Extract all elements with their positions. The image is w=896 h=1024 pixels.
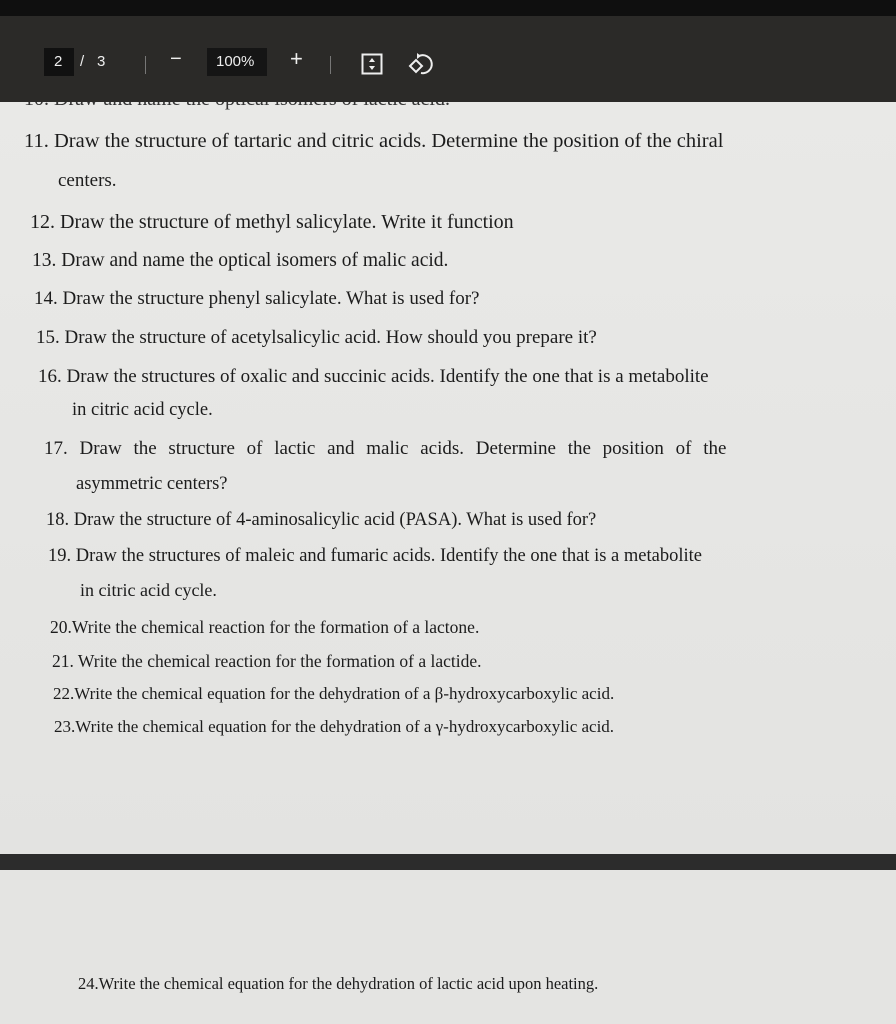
- question-20: 20.Write the chemical reaction for the formation of a lactone.: [50, 617, 480, 637]
- question-18: 18. Draw the structure of 4-aminosalicylic acid (PASA). What is used for?: [46, 510, 597, 530]
- rotate-icon[interactable]: [407, 51, 433, 77]
- zoom-out-button[interactable]: −: [170, 48, 182, 70]
- question-17: 17. Draw the structure of lactic and malic acids. Determine the position of the: [44, 438, 727, 459]
- question-19-cont: in citric acid cycle.: [80, 580, 217, 600]
- zoom-level[interactable]: 100%: [216, 53, 255, 70]
- question-14: 14. Draw the structure phenyl salicylate. What is used for?: [34, 288, 480, 309]
- fit-page-icon[interactable]: [361, 53, 381, 73]
- total-pages: 3: [97, 53, 106, 70]
- page-separator: /: [80, 53, 85, 70]
- question-11-cont: centers.: [58, 170, 117, 191]
- pdf-page-3: [0, 870, 896, 1024]
- question-21: 21. Write the chemical reaction for the formation of a lactide.: [52, 651, 482, 671]
- question-16-cont: in citric acid cycle.: [72, 400, 213, 420]
- screen-bezel: [0, 0, 896, 16]
- pdf-page-2: [0, 102, 896, 854]
- divider: [330, 56, 331, 74]
- question-16: 16. Draw the structures of oxalic and succinic acids. Identify the one that is a metabolite: [38, 366, 709, 387]
- question-23: 23.Write the chemical equation for the dehydration of a γ-hydroxycarboxylic acid.: [54, 717, 615, 736]
- page-gap: [0, 854, 896, 870]
- current-page[interactable]: 2: [54, 53, 63, 70]
- question-11: 11. Draw the structure of tartaric and citric acids. Determine the position of the chiral: [24, 130, 724, 152]
- divider: [145, 56, 146, 74]
- question-24: 24.Write the chemical equation for the dehydration of lactic acid upon heating.: [78, 974, 599, 993]
- question-13: 13. Draw and name the optical isomers of malic acid.: [32, 250, 449, 271]
- question-17-cont: asymmetric centers?: [76, 474, 228, 494]
- question-19: 19. Draw the structures of maleic and fumaric acids. Identify the one that is a metabolite: [48, 546, 702, 566]
- question-22: 22.Write the chemical equation for the dehydration of a β-hydroxycarboxylic acid.: [53, 684, 615, 703]
- question-15: 15. Draw the structure of acetylsalicylic acid. How should you prepare it?: [36, 327, 597, 348]
- zoom-in-button[interactable]: +: [290, 46, 303, 71]
- question-12: 12. Draw the structure of methyl salicylate. Write it function: [30, 211, 514, 233]
- pdf-toolbar: [0, 16, 896, 102]
